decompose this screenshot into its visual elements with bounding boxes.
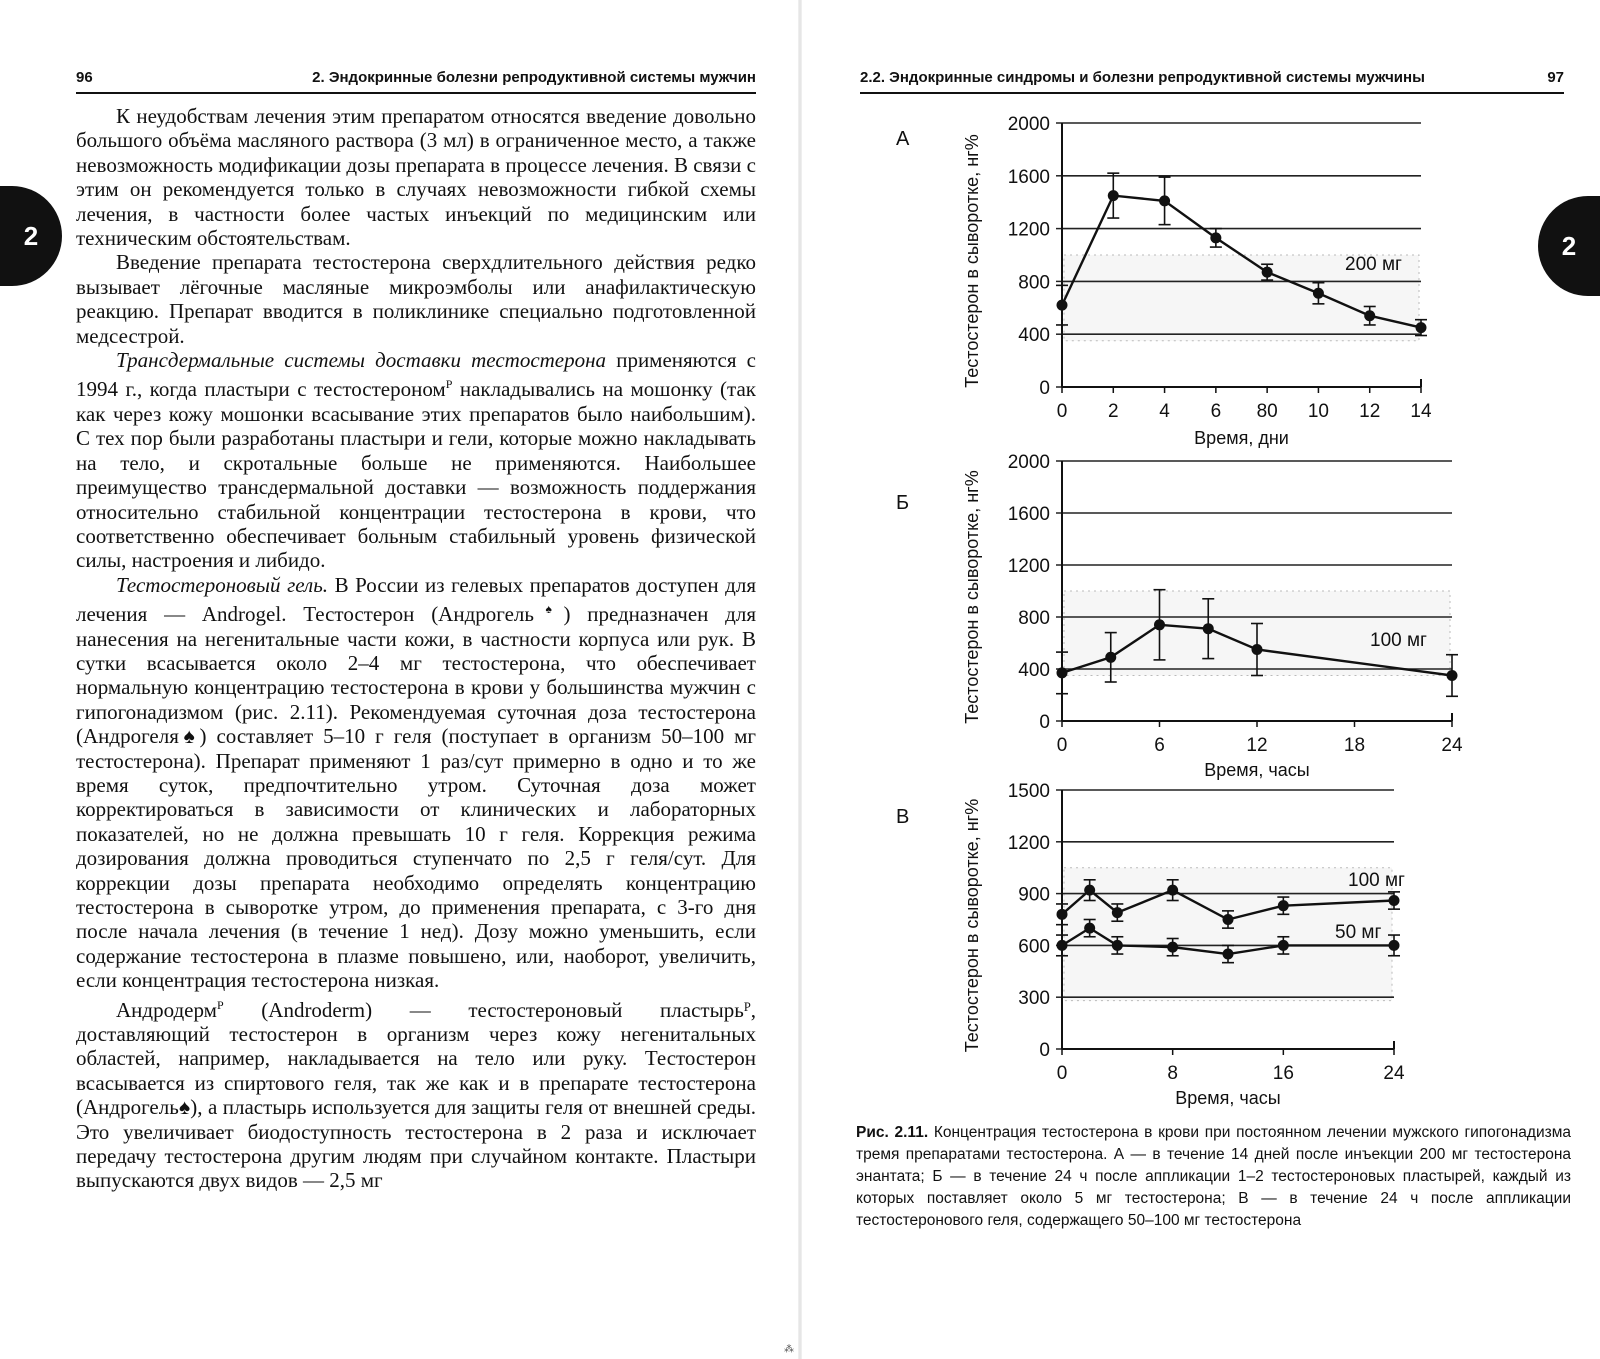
data-point	[1057, 667, 1068, 678]
data-point	[1278, 940, 1289, 951]
y-tick-label: 400	[1018, 325, 1050, 347]
caption-text: Концентрация тестостерона в крови при постоянном лечении мужского гипогонадизма тремя препаратами тестостерона. А — в течение 14 дней после инъекции 200 мг тестостерона энантата; Б — в течение 24 ч после аппликации 1–2 тестостероновых пластырей, каждый из которых поставляет около 5 мг тестостерона; В — в течение 24 ч после аппликации тестостеронового геля, содержащего 50–100 мг тестостерона	[856, 1124, 1571, 1229]
data-point	[1313, 288, 1324, 299]
series-label: 50 мг	[1335, 922, 1382, 943]
data-point	[1389, 895, 1400, 906]
paragraph-2: Введение препарата тестостерона сверхдлительного действия редко вызывает лёгочные масляные микроэмболы или анафилактическую реакцию. Препарат вводится в поликлинике специально подготовленной медсестрой.	[76, 250, 756, 348]
data-point	[1262, 267, 1273, 278]
paragraph-5: Андродерм$^Р$ (Androderm) — тестостероновый пластырьᴾ, доставляющий тестостерон в организм через кожу негенитальных областей, например, накладывается на тело или руку. Тестостерон всасывается из спиртового геля, так же как и в препарате тестостерона (Андрогель♠), а пластырь используется для защиты геля от внешней среды. Это увеличивает биодоступность тестостерона в 2 раза и исключает передачу тестостерона другим людям при случайном контакте. Пластыри выпускаются двух видов — 2,5 мг	[76, 997, 756, 1193]
paragraph-1: К неудобствам лечения этим препаратом относятся введение довольно большого объёма масляного раствора (3 мл) в ограниченное место, а также невозможность модификации дозы препарата в процессе лечения. В связи с этим он рекомендуется только в случаях невозможности гибкой схемы лечения, в частности более частых инъекций по медицинским или техническим обстоятельствам.	[76, 104, 756, 251]
data-point	[1278, 900, 1289, 911]
y-tick-label: 2000	[1007, 114, 1050, 135]
y-tick-label: 300	[1018, 988, 1050, 1010]
body-text	[76, 104, 756, 1193]
y-tick-label: 1200	[1007, 556, 1050, 577]
x-tick-label: 16	[1272, 1063, 1294, 1084]
data-point	[1223, 949, 1234, 960]
data-point	[1389, 940, 1400, 951]
data-point	[1084, 923, 1095, 934]
y-tick-label: 800	[1018, 608, 1050, 629]
data-point	[1210, 232, 1221, 243]
y-axis-title: Тестостерон в сыворотке, нг%	[962, 134, 982, 388]
data-point	[1203, 623, 1214, 634]
data-point	[1159, 195, 1170, 206]
data-point	[1057, 909, 1068, 920]
data-point	[1105, 652, 1116, 663]
registered-mark: Р	[216, 997, 224, 1012]
x-tick-label: 10	[1307, 401, 1329, 422]
page-number-left: 96	[76, 68, 93, 86]
x-tick-label: 4	[1159, 401, 1170, 422]
y-tick-label: 1200	[1007, 219, 1050, 241]
chapter-tab-left	[0, 186, 62, 286]
x-tick-label: 6	[1210, 401, 1222, 422]
x-tick-label: 24	[1441, 735, 1463, 756]
x-tick-label: 6	[1154, 735, 1165, 756]
x-tick-label: 0	[1056, 1063, 1068, 1084]
paragraph-3: Трансдермальные системы доставки тестостерона применяются с 1994 г., когда пластыри с тестостероном$^Р$ накладывались на мошонку (так как через кожу мошонки всасывание этих препаратов было наибольшим). С тех пор были разработаны пластыри и гели, которые можно накладывать на тело, и скротальные больше не применяются. Наибольшее преимущество трансдермальной доставки — возможность поддержания относительно стабильной концентрации тестостерона в крови, что соответственно обеспечивает больным стабильный уровень физической силы, настроения и либидо.	[76, 348, 757, 573]
data-point	[1416, 322, 1427, 333]
running-head-title-right: 2.2. Эндокринные синдромы и болезни репродуктивной системы мужчины	[860, 68, 1425, 86]
data-point	[1154, 619, 1165, 630]
data-point	[1057, 300, 1068, 311]
panel-letter-v: В	[896, 806, 910, 828]
data-point	[1223, 914, 1234, 925]
data-point	[1084, 885, 1095, 896]
data-point	[1108, 190, 1119, 201]
x-axis-title: Время, часы	[1204, 760, 1310, 780]
paragraph-4-lead: Тестостероновый гель.	[116, 572, 329, 597]
data-point	[1167, 885, 1178, 896]
panel-letter-b: Б	[896, 492, 910, 514]
y-tick-label: 0	[1039, 378, 1050, 399]
running-head-title-left: 2. Эндокринные болезни репродуктивной системы мужчин	[312, 68, 756, 86]
registered-mark: Р	[445, 377, 453, 392]
y-tick-label: 1600	[1007, 504, 1050, 525]
caption-label: Рис. 2.11.	[856, 1124, 929, 1141]
x-axis-title: Время, дни	[1194, 428, 1289, 448]
figure-2-11-charts	[800, 0, 1600, 1125]
x-axis-title: Время, часы	[1175, 1088, 1281, 1108]
x-tick-label: 12	[1359, 401, 1381, 422]
binding-mark: ⁂	[784, 1344, 794, 1355]
x-tick-label: 14	[1410, 401, 1432, 422]
figure-caption	[856, 1122, 1571, 1232]
running-head-left	[76, 62, 756, 94]
series-label: 100 мг	[1370, 630, 1427, 651]
y-tick-label: 1600	[1007, 166, 1050, 188]
data-point	[1364, 310, 1375, 321]
panel-letter-a: А	[896, 128, 910, 150]
paragraph-4: Тестостероновый гель. В России из гелевых препаратов доступен для лечения — Androgel. Тестостерон (Андрогель♠) предназначен для нанесения на негенитальные части кожи, в частности корпуса или рук. В сутки всасывается около 2–4 мг тестостерона, что обеспечивает нормальную концентрацию тестостерона в крови у большинства мужчин с гипогонадизмом (рис. 2.11). Рекомендуемая суточная доза тестостерона (Андрогеля♠) составляет 5–10 г геля (поступает в организм 50–100 мг тестостерона). Препарат применяют 1 раз/сут примерно в одно и то же время суток, предпочтительно утром. Суточная доза может корректироваться в зависимости от клинических и лабораторных показателей, но не должна превышать 10 г геля. Коррекция режима дозирования должна проводиться ступенчато по 2,5 г геля/сут. Для коррекции дозы препарата необходимо определять концентрацию тестостерона в сыворотке утром, до применения препарата, с 3-го дня после начала лечения (в течение 1 нед). Дозу можно уменьшить, если содержание тестостерона в плазме повышено, или, наоборот, увеличить, если концентрация тестостерона низкая.	[76, 572, 756, 993]
data-point	[1167, 942, 1178, 953]
y-tick-label: 400	[1018, 660, 1050, 681]
chapter-tab-label: 2	[1561, 230, 1577, 261]
y-axis-title: Тестостерон в сыворотке, нг%	[962, 798, 982, 1053]
series-label: 100 мг	[1348, 870, 1405, 891]
x-tick-label: 12	[1246, 735, 1268, 756]
y-tick-label: 1500	[1007, 781, 1050, 802]
y-tick-label: 800	[1018, 272, 1050, 294]
data-point	[1057, 940, 1068, 951]
x-tick-label: 2	[1107, 401, 1119, 422]
right-page	[800, 0, 1600, 1359]
data-point	[1112, 940, 1123, 951]
y-tick-label: 600	[1018, 936, 1050, 958]
x-tick-label: 18	[1343, 735, 1366, 756]
y-tick-label: 900	[1018, 884, 1050, 906]
x-tick-label: 24	[1383, 1063, 1405, 1084]
x-tick-label: 0	[1056, 735, 1068, 756]
x-tick-label: 8	[1167, 1063, 1178, 1084]
paragraph-3-lead: Трансдермальные системы доставки тестостерона	[116, 348, 607, 373]
trademark-mark: ♠	[533, 602, 564, 617]
data-point	[1252, 644, 1263, 655]
data-point	[1447, 670, 1458, 681]
chapter-tab-label: 2	[23, 220, 39, 251]
y-tick-label: 0	[1039, 1040, 1050, 1061]
y-tick-label: 2000	[1007, 452, 1050, 473]
x-tick-label: 0	[1056, 401, 1068, 422]
y-tick-label: 1200	[1007, 832, 1050, 854]
x-tick-label: 80	[1256, 401, 1278, 422]
y-axis-title: Тестостерон в сыворотке, нг%	[962, 470, 982, 724]
data-point	[1112, 907, 1123, 918]
page-number-right: 97	[1547, 68, 1564, 86]
series-label: 200 мг	[1345, 254, 1402, 275]
y-tick-label: 0	[1039, 712, 1050, 733]
